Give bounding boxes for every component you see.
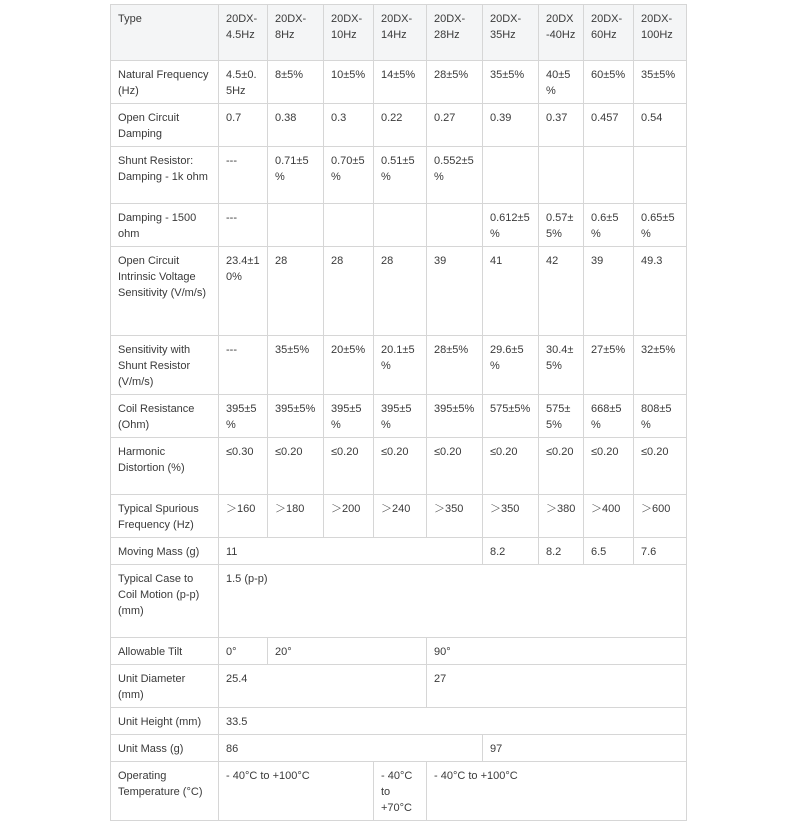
table-cell: 808±5% [634,395,687,438]
table-cell: 6.5 [584,538,634,565]
table-cell: 0.39 [483,104,539,147]
table-cell: 86 [219,735,483,762]
row-label: Sensitivity with Shunt Resistor (V/m/s) [111,336,219,395]
table-cell: 4.5±0.5Hz [219,61,268,104]
table-cell: 0.71±5% [268,147,324,204]
table-cell: 20.1±5% [374,336,427,395]
header-model: 20DX-4.5Hz [219,5,268,61]
table-cell: ≤0.20 [483,438,539,495]
table-cell: 28 [268,247,324,336]
table-cell: - 40°C to +70°C [374,762,427,821]
table-cell: ≤0.30 [219,438,268,495]
table-cell: 97 [483,735,687,762]
table-cell [427,204,483,247]
table-cell: ＞180 [268,495,324,538]
table-cell: 35±5% [483,61,539,104]
table-cell: 20° [268,638,427,665]
row-label: Open Circuit Intrinsic Voltage Sensitivity (V/m/s) [111,247,219,336]
spec-table-container [110,4,686,821]
table-cell: 28 [324,247,374,336]
table-row [111,438,687,495]
table-cell: 1.5 (p-p) [219,565,687,638]
table-row [111,395,687,438]
table-row [111,665,687,708]
table-cell: 32±5% [634,336,687,395]
header-model: 20DX-10Hz [324,5,374,61]
table-cell: ≤0.20 [374,438,427,495]
table-cell: ＞380 [539,495,584,538]
table-cell: 7.6 [634,538,687,565]
table-cell: 41 [483,247,539,336]
table-cell: 0.3 [324,104,374,147]
table-cell: ≤0.20 [268,438,324,495]
table-cell: 0.6±5% [584,204,634,247]
table-cell: 60±5% [584,61,634,104]
table-cell: ≤0.20 [539,438,584,495]
table-row [111,336,687,395]
table-cell: 0.54 [634,104,687,147]
table-cell: 23.4±10% [219,247,268,336]
table-cell: 28±5% [427,61,483,104]
table-header-row [111,5,687,61]
table-cell: 28 [374,247,427,336]
table-row [111,495,687,538]
table-cell [268,204,324,247]
table-cell: 8.2 [539,538,584,565]
row-label: Operating Temperature (°C) [111,762,219,821]
table-row [111,247,687,336]
table-cell: 0.552±5% [427,147,483,204]
table-row [111,538,687,565]
table-cell: 0.457 [584,104,634,147]
header-model: 20DX-35Hz [483,5,539,61]
table-cell: 8±5% [268,61,324,104]
table-cell: - 40°C to +100°C [427,762,687,821]
table-cell [634,147,687,204]
table-cell: 42 [539,247,584,336]
row-label: Typical Case to Coil Motion (p-p) (mm) [111,565,219,638]
table-cell: 11 [219,538,483,565]
table-cell: 0° [219,638,268,665]
table-row [111,638,687,665]
header-model: 20DX-40Hz [539,5,584,61]
table-cell: ＞350 [427,495,483,538]
table-cell: ≤0.20 [427,438,483,495]
table-cell: 0.27 [427,104,483,147]
table-cell: 0.51±5% [374,147,427,204]
table-cell: 395±5% [427,395,483,438]
table-cell: 35±5% [268,336,324,395]
table-cell: 668±5% [584,395,634,438]
table-cell: ≤0.20 [584,438,634,495]
header-model: 20DX-14Hz [374,5,427,61]
table-row [111,61,687,104]
table-cell: 33.5 [219,708,687,735]
table-cell: 0.65±5% [634,204,687,247]
table-cell: 39 [427,247,483,336]
table-cell: 25.4 [219,665,427,708]
row-label: Allowable Tilt [111,638,219,665]
table-cell: 14±5% [374,61,427,104]
table-cell: 0.7 [219,104,268,147]
row-label: Natural Frequency (Hz) [111,61,219,104]
table-cell: 39 [584,247,634,336]
table-row [111,204,687,247]
table-cell: ≤0.20 [634,438,687,495]
row-label: Moving Mass (g) [111,538,219,565]
header-model: 20DX-28Hz [427,5,483,61]
table-cell: 90° [427,638,687,665]
table-row [111,147,687,204]
table-cell: 575±5% [483,395,539,438]
table-cell: --- [219,204,268,247]
row-label: Unit Mass (g) [111,735,219,762]
row-label: Unit Diameter (mm) [111,665,219,708]
table-cell: 30.4±5% [539,336,584,395]
table-cell: 0.22 [374,104,427,147]
table-cell: 0.70±5% [324,147,374,204]
table-cell: 28±5% [427,336,483,395]
table-cell: ＞240 [374,495,427,538]
table-cell: --- [219,336,268,395]
table-row [111,735,687,762]
table-cell: 0.38 [268,104,324,147]
header-model: 20DX-100Hz [634,5,687,61]
row-label: Coil Resistance (Ohm) [111,395,219,438]
table-cell: 0.57±5% [539,204,584,247]
table-cell: - 40°C to +100°C [219,762,374,821]
table-cell [324,204,374,247]
table-cell: 395±5% [324,395,374,438]
table-cell [483,147,539,204]
table-row [111,762,687,821]
table-cell: 35±5% [634,61,687,104]
table-cell: 20±5% [324,336,374,395]
table-cell [374,204,427,247]
table-cell: 8.2 [483,538,539,565]
row-label: Unit Height (mm) [111,708,219,735]
header-model: 20DX-8Hz [268,5,324,61]
table-cell: ≤0.20 [324,438,374,495]
table-row [111,565,687,638]
table-cell [584,147,634,204]
header-model: 20DX-60Hz [584,5,634,61]
table-cell: 29.6±5% [483,336,539,395]
table-cell: ＞400 [584,495,634,538]
table-cell: ＞160 [219,495,268,538]
header-label: Type [111,5,219,61]
row-label: Open Circuit Damping [111,104,219,147]
table-cell: ＞350 [483,495,539,538]
table-cell: 27 [427,665,687,708]
table-cell: 395±5% [374,395,427,438]
table-cell: 395±5% [219,395,268,438]
table-cell: 395±5% [268,395,324,438]
table-cell: 0.612±5% [483,204,539,247]
table-cell: 27±5% [584,336,634,395]
row-label: Damping - 1500 ohm [111,204,219,247]
table-cell [539,147,584,204]
specification-table [110,4,687,821]
row-label: Shunt Resistor: Damping - 1k ohm [111,147,219,204]
table-cell: 10±5% [324,61,374,104]
row-label: Typical Spurious Frequency (Hz) [111,495,219,538]
table-cell: --- [219,147,268,204]
table-cell: 0.37 [539,104,584,147]
table-row [111,708,687,735]
table-cell: ＞600 [634,495,687,538]
table-cell: 40±5% [539,61,584,104]
table-cell: 575±5% [539,395,584,438]
row-label: Harmonic Distortion (%) [111,438,219,495]
table-cell: 49.3 [634,247,687,336]
table-row [111,104,687,147]
table-cell: ＞200 [324,495,374,538]
